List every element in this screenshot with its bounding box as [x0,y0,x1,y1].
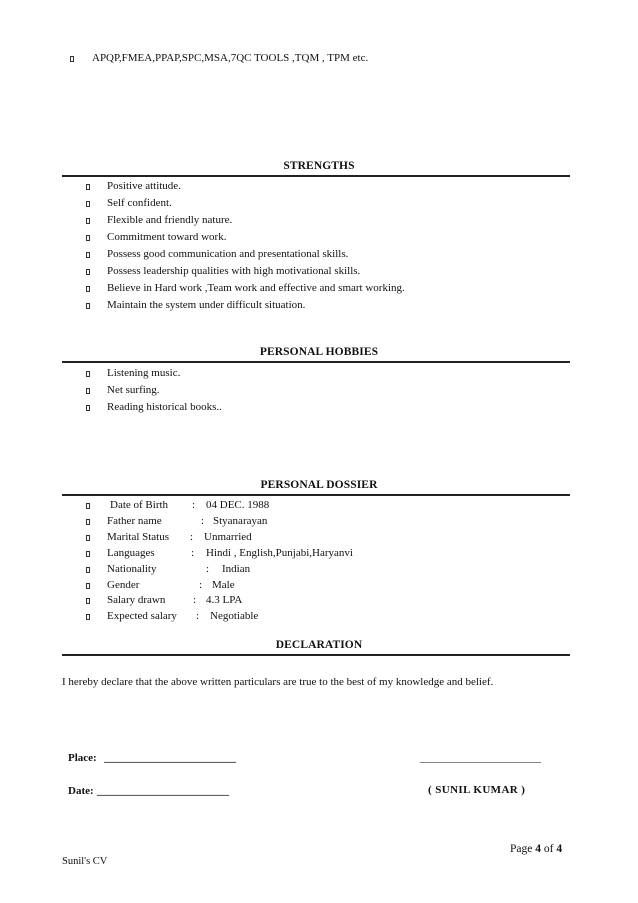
dossier-label: Father name [107,514,162,527]
dossier-colon: : [191,546,195,559]
bullet-icon [86,567,90,573]
bullet-icon [86,269,90,275]
dossier-colon: : [196,610,200,623]
strength-item: Believe in Hard work ,Team work and effective and smart working. [107,282,405,294]
dossier-label: Nationality [107,562,157,575]
place-blank: ________________________ [104,752,236,764]
bullet-icon [86,405,90,411]
strengths-heading: STRENGTHS [283,160,355,172]
bullet-icon [86,598,90,604]
signatory-name: ( SUNIL KUMAR ) [428,784,526,796]
hobbies-heading: PERSONAL HOBBIES [259,346,379,358]
hobby-item: Listening music. [107,367,181,379]
strength-item: Possess good communication and presentational skills. [107,248,349,260]
date-blank: ________________________ [97,785,229,797]
bullet-icon [86,303,90,309]
place-label: Place: [68,752,97,764]
bullet-icon [86,551,90,557]
dossier-colon: : [199,578,203,591]
bullet-icon [86,286,90,292]
strength-item: Positive attitude. [107,180,181,192]
strength-item: Maintain the system under difficult situation. [107,299,306,311]
bullet-icon [86,235,90,241]
declaration-rule [62,654,570,656]
bullet-icon [86,614,90,620]
tools-line: APQP,FMEA,PPAP,SPC,MSA,7QC TOOLS ,TQM , TPM etc. [92,52,369,64]
declaration-heading: DECLARATION [275,639,363,651]
dossier-value: Unmarried [204,530,252,543]
dossier-value: Male [212,578,235,591]
page-number [510,843,562,855]
bullet-icon [86,519,90,525]
bullet-icon [86,388,90,394]
strength-item: Commitment toward work. [107,231,227,243]
bullet-icon [86,371,90,377]
declaration-text: I hereby declare that the above written particulars are true to the best of my knowledge and belief. [62,676,494,688]
dossier-label: Marital Status [107,530,170,543]
dossier-label: Date of Birth [110,499,169,511]
dossier-colon: : [201,514,205,527]
bullet-icon [86,583,90,589]
bullet-icon [86,252,90,258]
dossier-value: Negotiable [210,610,259,623]
dossier-label: Expected salary [107,610,177,623]
signature-line: ______________________ [420,752,541,764]
hobby-item: Reading historical books.. [107,401,222,413]
bullet-icon [86,184,90,190]
dossier-label: Gender [107,578,140,591]
page-prefix: Page [510,843,533,855]
bullet-icon [70,56,74,62]
bullet-icon [86,503,90,509]
strengths-rule [62,175,570,177]
dossier-value: Styanarayan [213,514,268,527]
dossier-rule [62,494,570,496]
dossier-value: Hindi , English,Punjabi,Haryanvi [206,546,353,559]
dossier-heading: PERSONAL DOSSIER [260,479,378,491]
bullet-icon [86,218,90,224]
bullet-icon [86,201,90,207]
page-of: of [543,843,554,855]
dossier-colon: : [192,499,196,511]
date-label: Date: [68,785,94,797]
dossier-label: Salary drawn [107,594,166,607]
dossier-colon: : [190,530,194,543]
dossier-value: 04 DEC. 1988 [206,499,270,511]
footer-doc-label: Sunil's CV [62,856,108,867]
dossier-value: 4.3 LPA [206,594,243,607]
dossier-colon: : [193,594,197,607]
hobbies-rule [62,361,570,363]
strength-item: Possess leadership qualities with high motivational skills. [107,265,361,277]
dossier-colon: : [206,562,210,575]
strength-item: Self confident. [107,197,172,209]
dossier-label: Languages [107,546,155,559]
bullet-icon [86,535,90,541]
page-current: 4 [535,843,541,855]
hobby-item: Net surfing. [107,384,160,396]
page-total: 4 [556,843,563,855]
strength-item: Flexible and friendly nature. [107,214,233,226]
dossier-value: Indian [222,562,251,575]
